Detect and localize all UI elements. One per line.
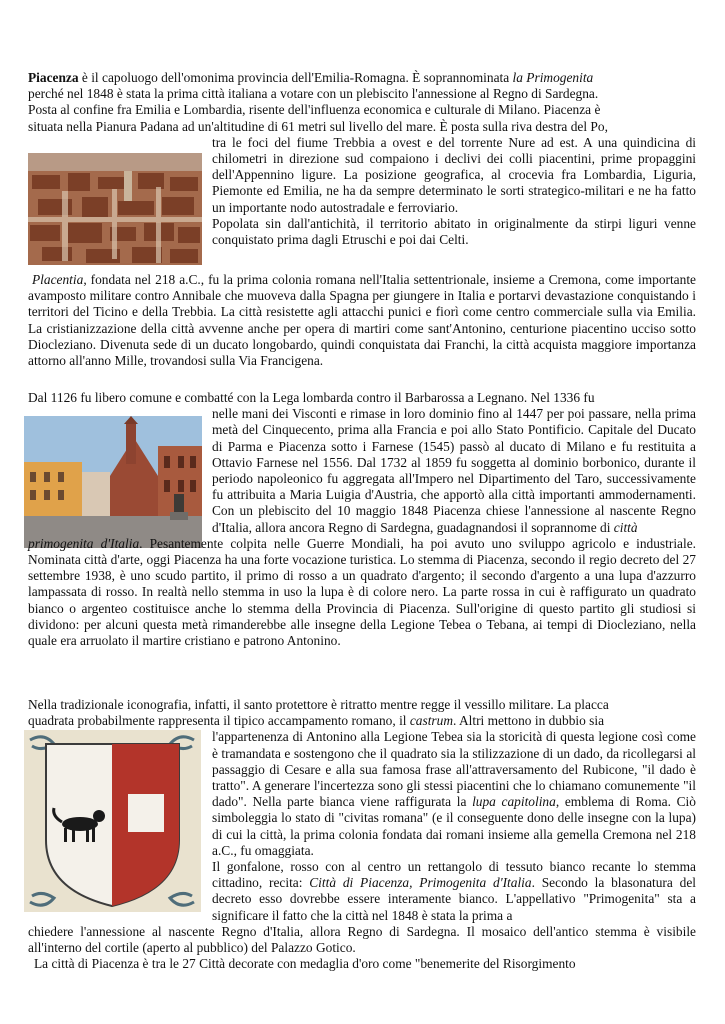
intro-line-4: situata nella Pianura Padana ad un'altitudine di 61 metri sul livello del mare. È posta sulla riva destra del Po, (28, 118, 608, 134)
annexation-text: chiedere l'annessione al nascente Regno d'Italia, allora Regno di Sardegna. Il mosaico dell'antico stemma è visibile all'interno del cortile (aperto al pubblico) del Palazzo Gotico. (28, 923, 696, 956)
paragraph-roman-colony (28, 272, 696, 369)
gonfalone-text: Il gonfalone, rosso con al centro un rettangolo di tessuto bianco recante lo stemma cittadino, recita: Città di Piacenza, Primogenita d'Italia. Secondo la blasonatura del decreto esso dovrebbe essere interamente bianco. L'appellativo "Primogenita" sta a significare il fatto che la città nel 1848 è stata la prima a (212, 859, 696, 923)
paragraph-iconography (28, 697, 696, 972)
paragraph-intro (28, 70, 696, 248)
medieval-first-line: Dal 1126 fu libero comune e combatté con la Lega lombarda contro il Barbarossa a Legnano. Nel 1336 fu (28, 390, 595, 405)
legion-text: l'appartenenza di Antonino alla Legione Tebea sia la storicità di questa legione così come è tramandata e sostengono che il quadrato sia la stilizzazione di un dado, da ricollegarsi al passaggio di Cesare e alla sua famosa frase all'attraversamento del Rubicone, "il dado è tratto". A generare l'incertezza sono gli stessi piacentini che lo chiamano comunemente "il dado". Nella parte bianca viene raffigurata la lupa capitolina, emblema di Roma. Ciò simboleggia lo stato di "civitas romana" (e il conseguente dono delle insegne con la lupa) di cui la città, la prima colonia fondata dai romani insieme alla gemella Cremona nel 218 a.C., fu omaggiata. (212, 729, 696, 858)
geography-text: tra le foci del fiume Trebbia a ovest e del torrente Nure ad est. A una quindicina di chilometri in direzione sud compaiono i declivi dei colli piacentini, prime propaggini dell'Appennino ligure. La posizione geografica, al crocevia fra Lombardia, Liguria, Piemonte ed Emilia, ne ha da sempre determinato le sorti strategico-militari e ne ha fatto un importante nodo autostradale e ferroviario. (212, 134, 696, 215)
roman-colony-text: Placentia, fondata nel 218 a.C., fu la prima colonia romana nell'Italia settentrionale, insieme a Cremona, come importante avamposto militare contro Annibale che muoveva dalla Spagna per giungere in Italia e portarvi devastazione conquistando i territori del Ticino e della Trebbia. La città resistette agli attacchi punici e fiorì come centro commerciale sulla via Emilia. La cristianizzazione della città avvenne anche per opera di martiri come sant'Antonino, centurione piacentino ucciso sotto Diocleziano. Divenuta sede di un ducato longobardo, quindi conquistata dai Franchi, la città acquista maggiore importanza attorno all'anno Mille, trovandosi sulla Via Francigena. (28, 272, 696, 369)
gold-medal-text: La città di Piacenza è tra le 27 Città decorate con medaglia d'oro come "benemerite del Risorgimento (34, 956, 576, 972)
intro-line-1: Piacenza è il capoluogo dell'omonima provincia dell'Emilia-Romagna. È soprannominata la Primogenita (28, 70, 594, 85)
city-name: Piacenza (28, 70, 79, 85)
intro-line-3: Posta al confine fra Emilia e Lombardia, risente dell'influenza economica e culturale di Milano. Piacenza è (28, 102, 601, 118)
paragraph-medieval-history (28, 390, 696, 649)
coat-of-arms-text: primogenita d'Italia. Pesantemente colpita nelle Guerre Mondiali, ha poi avuto uno sviluppo agricolo e industriale. Nominata città d'arte, oggi Piacenza ha una forte vocazione turistica. Lo stemma di Piacenza, secondo il regio decreto del 27 settembre 1938, è uno scudo partito, il primo di rosso a un quadrato d'argento; il secondo d'argento a una lupa d'azzurro lampassata di rosso. In realtà nello stemma in uso la lupa è di colore nero. La parte rossa in cui è raffigurato un quadrato bianco o argenteo costituisce anche lo stemma della Provincia di Piacenza. Sull'origine di questo partito gli studiosi si dividono: per alcuni questa metà rimanderebbe alle insegne della Legione Tebea o Tebana, ai tempi di Diocleziano, nella quale era arruolato il martire cristiano e patrono Antonino. (28, 535, 696, 649)
medieval-history-text: nelle mani dei Visconti e rimase in loro dominio fino al 1447 per poi passare, nella prima metà del Cinquecento, prima alla Francia e poi allo Stato Pontificio. Capitale del Ducato di Parma e Piacenza sotto i Farnese (1545) passò al ducato di Milano e fu restituita a Ottavio Farnese nel 1556. Dal 1732 al 1859 fu soggetta al dominio borbonico, durante il periodo napoleonico fu aggregata all'Impero nel Dipartimento del Taro, successivamente fu attribuita a Maria Luigia d'Austria, che apportò alla città importanti ammodernamenti. Con un plebiscito del 10 maggio 1848 Piacenza chiese l'annessione al nascente Regno d'Italia, allora ancora Regno di Sardegna, guadagnandosi il soprannome di città (212, 406, 696, 535)
ancient-history-text: Popolata sin dall'antichità, il territorio abitato in originalmente da stirpi liguri venne conquistato prima dagli Etruschi e poi dai Celti. (212, 215, 696, 248)
intro-line-2: perché nel 1848 è stata la prima città italiana a votare con un plebiscito l'annessione al Regno di Sardegna. (28, 86, 599, 102)
iconography-line-2: quadrata probabilmente rappresenta il tipico accampamento romano, il castrum. Altri mettono in dubbio sia (28, 713, 605, 729)
iconography-line-1: Nella tradizionale iconografia, infatti, il santo protettore è ritratto mentre regge il vessillo militare. La placca (28, 697, 609, 712)
